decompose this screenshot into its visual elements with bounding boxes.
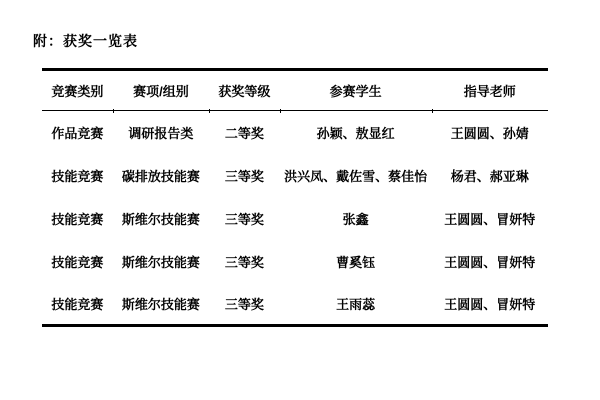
cell-event: 调研报告类 [128,125,194,141]
page-title: 附：获奖一览表 [33,33,138,49]
cell-teachers: 王圆圆、孙婧 [450,125,529,141]
cell-students: 王雨蕊 [336,296,376,312]
cell-category: 作品竞赛 [51,125,104,141]
table-row [42,154,548,197]
cell-students: 洪兴凤、戴佐雪、蔡佳怡 [284,168,428,184]
table-row [42,240,548,283]
cell-students: 曹奚钰 [336,254,376,270]
cell-event: 斯维尔技能赛 [121,254,200,270]
table-row [42,283,548,326]
cell-teachers: 王圆圆、冒妍特 [444,254,536,270]
cell-award: 三等奖 [224,296,264,312]
table-header-row [42,70,548,111]
award-table [42,68,548,327]
cell-event: 斯维尔技能赛 [121,211,200,227]
cell-students: 孙颖、敖显红 [316,125,395,141]
cell-teachers: 王圆圆、冒妍特 [444,296,536,312]
header-cell-students: 参赛学生 [280,70,432,111]
cell-award: 三等奖 [224,254,264,270]
cell-students: 张鑫 [342,211,369,227]
header-cell-teachers: 指导老师 [432,70,548,111]
cell-category: 技能竞赛 [51,296,104,312]
cell-category: 技能竞赛 [51,254,104,270]
header-cell-event: 赛项/组别 [113,70,209,111]
cell-teachers: 杨君、郝亚琳 [450,168,529,184]
cell-award: 三等奖 [224,168,264,184]
cell-award: 三等奖 [224,211,264,227]
cell-event: 斯维尔技能赛 [121,296,200,312]
cell-event: 碳排放技能赛 [121,168,200,184]
header-cell-category: 竞赛类别 [42,70,113,111]
table-row [42,111,548,154]
cell-category: 技能竞赛 [51,168,104,184]
header-cell-award: 获奖等级 [209,70,280,111]
cell-category: 技能竞赛 [51,211,104,227]
cell-teachers: 王圆圆、冒妍特 [444,211,536,227]
cell-award: 二等奖 [224,125,264,141]
table-row [42,197,548,240]
